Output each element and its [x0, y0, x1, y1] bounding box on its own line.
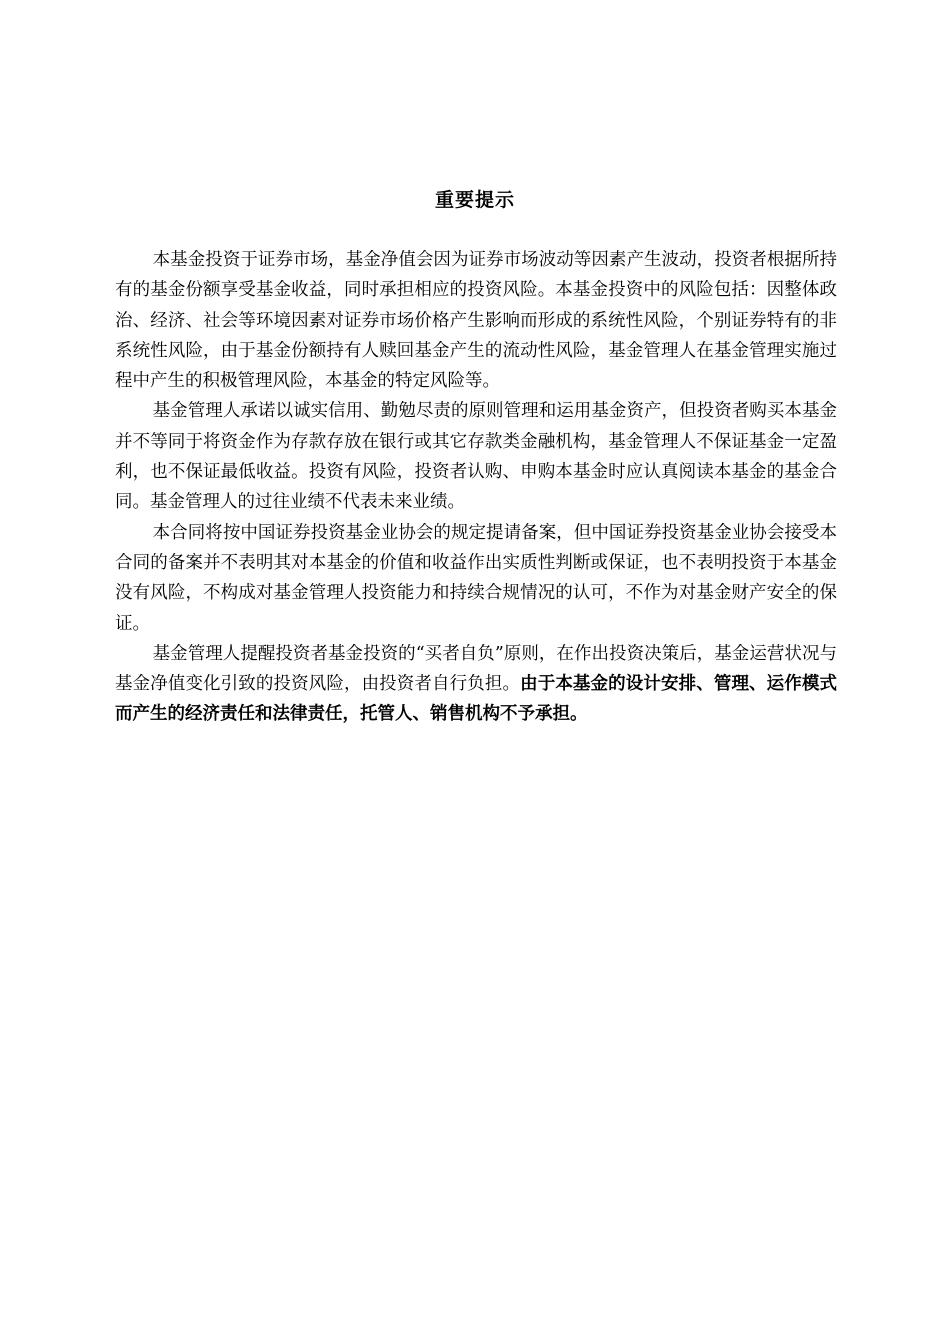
paragraph-investor-responsibility: [115, 639, 837, 730]
paragraph-manager-commitment: 基金管理人承诺以诚实信用、勤勉尽责的原则管理和运用基金资产，但投资者购买本基金并不等同于将资金作为存款存放在银行或其它存款类金融机构，基金管理人不保证基金一定盈利，也不保证最低收益。投资有风险，投资者认购、申购本基金时应认真阅读本基金的基金合同。基金管理人的过往业绩不代表未来业绩。: [115, 401, 837, 513]
document-title: 重要提示: [434, 189, 515, 211]
paragraph-filing-notice: 本合同将按中国证券投资基金业协会的规定提请备案，但中国证券投资基金业协会接受本合同的备案并不表明其对本基金的价值和收益作出实质性判断或保证，也不表明投资于本基金没有风险，不构成对基金管理人投资能力和持续合规情况的认可，不作为对基金财产安全的保证。: [115, 522, 837, 634]
paragraph-investor-responsibility-text: 基金管理人提醒投资者基金投资的“买者自负”原则，在作出投资决策后，基金运营状况与基金净值变化引致的投资风险，由投资者自行负担。: [115, 643, 837, 695]
paragraph-liability-disclaimer: 由于本基金的设计安排、管理、运作模式而产生的经济责任和法律责任，托管人、销售机构不予承担。: [115, 674, 838, 725]
document-body: [115, 245, 837, 730]
paragraph-risk-overview: 本基金投资于证券市场，基金净值会因为证券市场波动等因素产生波动，投资者根据所持有的基金份额享受基金收益，同时承担相应的投资风险。本基金投资中的风险包括：因整体政治、经济、社会等环境因素对证券市场价格产生影响而形成的系统性风险，个别证券特有的非系统性风险，由于基金份额持有人赎回基金产生的流动性风险，基金管理人在基金管理实施过程中产生的积极管理风险，本基金的特定风险等。: [115, 250, 837, 392]
